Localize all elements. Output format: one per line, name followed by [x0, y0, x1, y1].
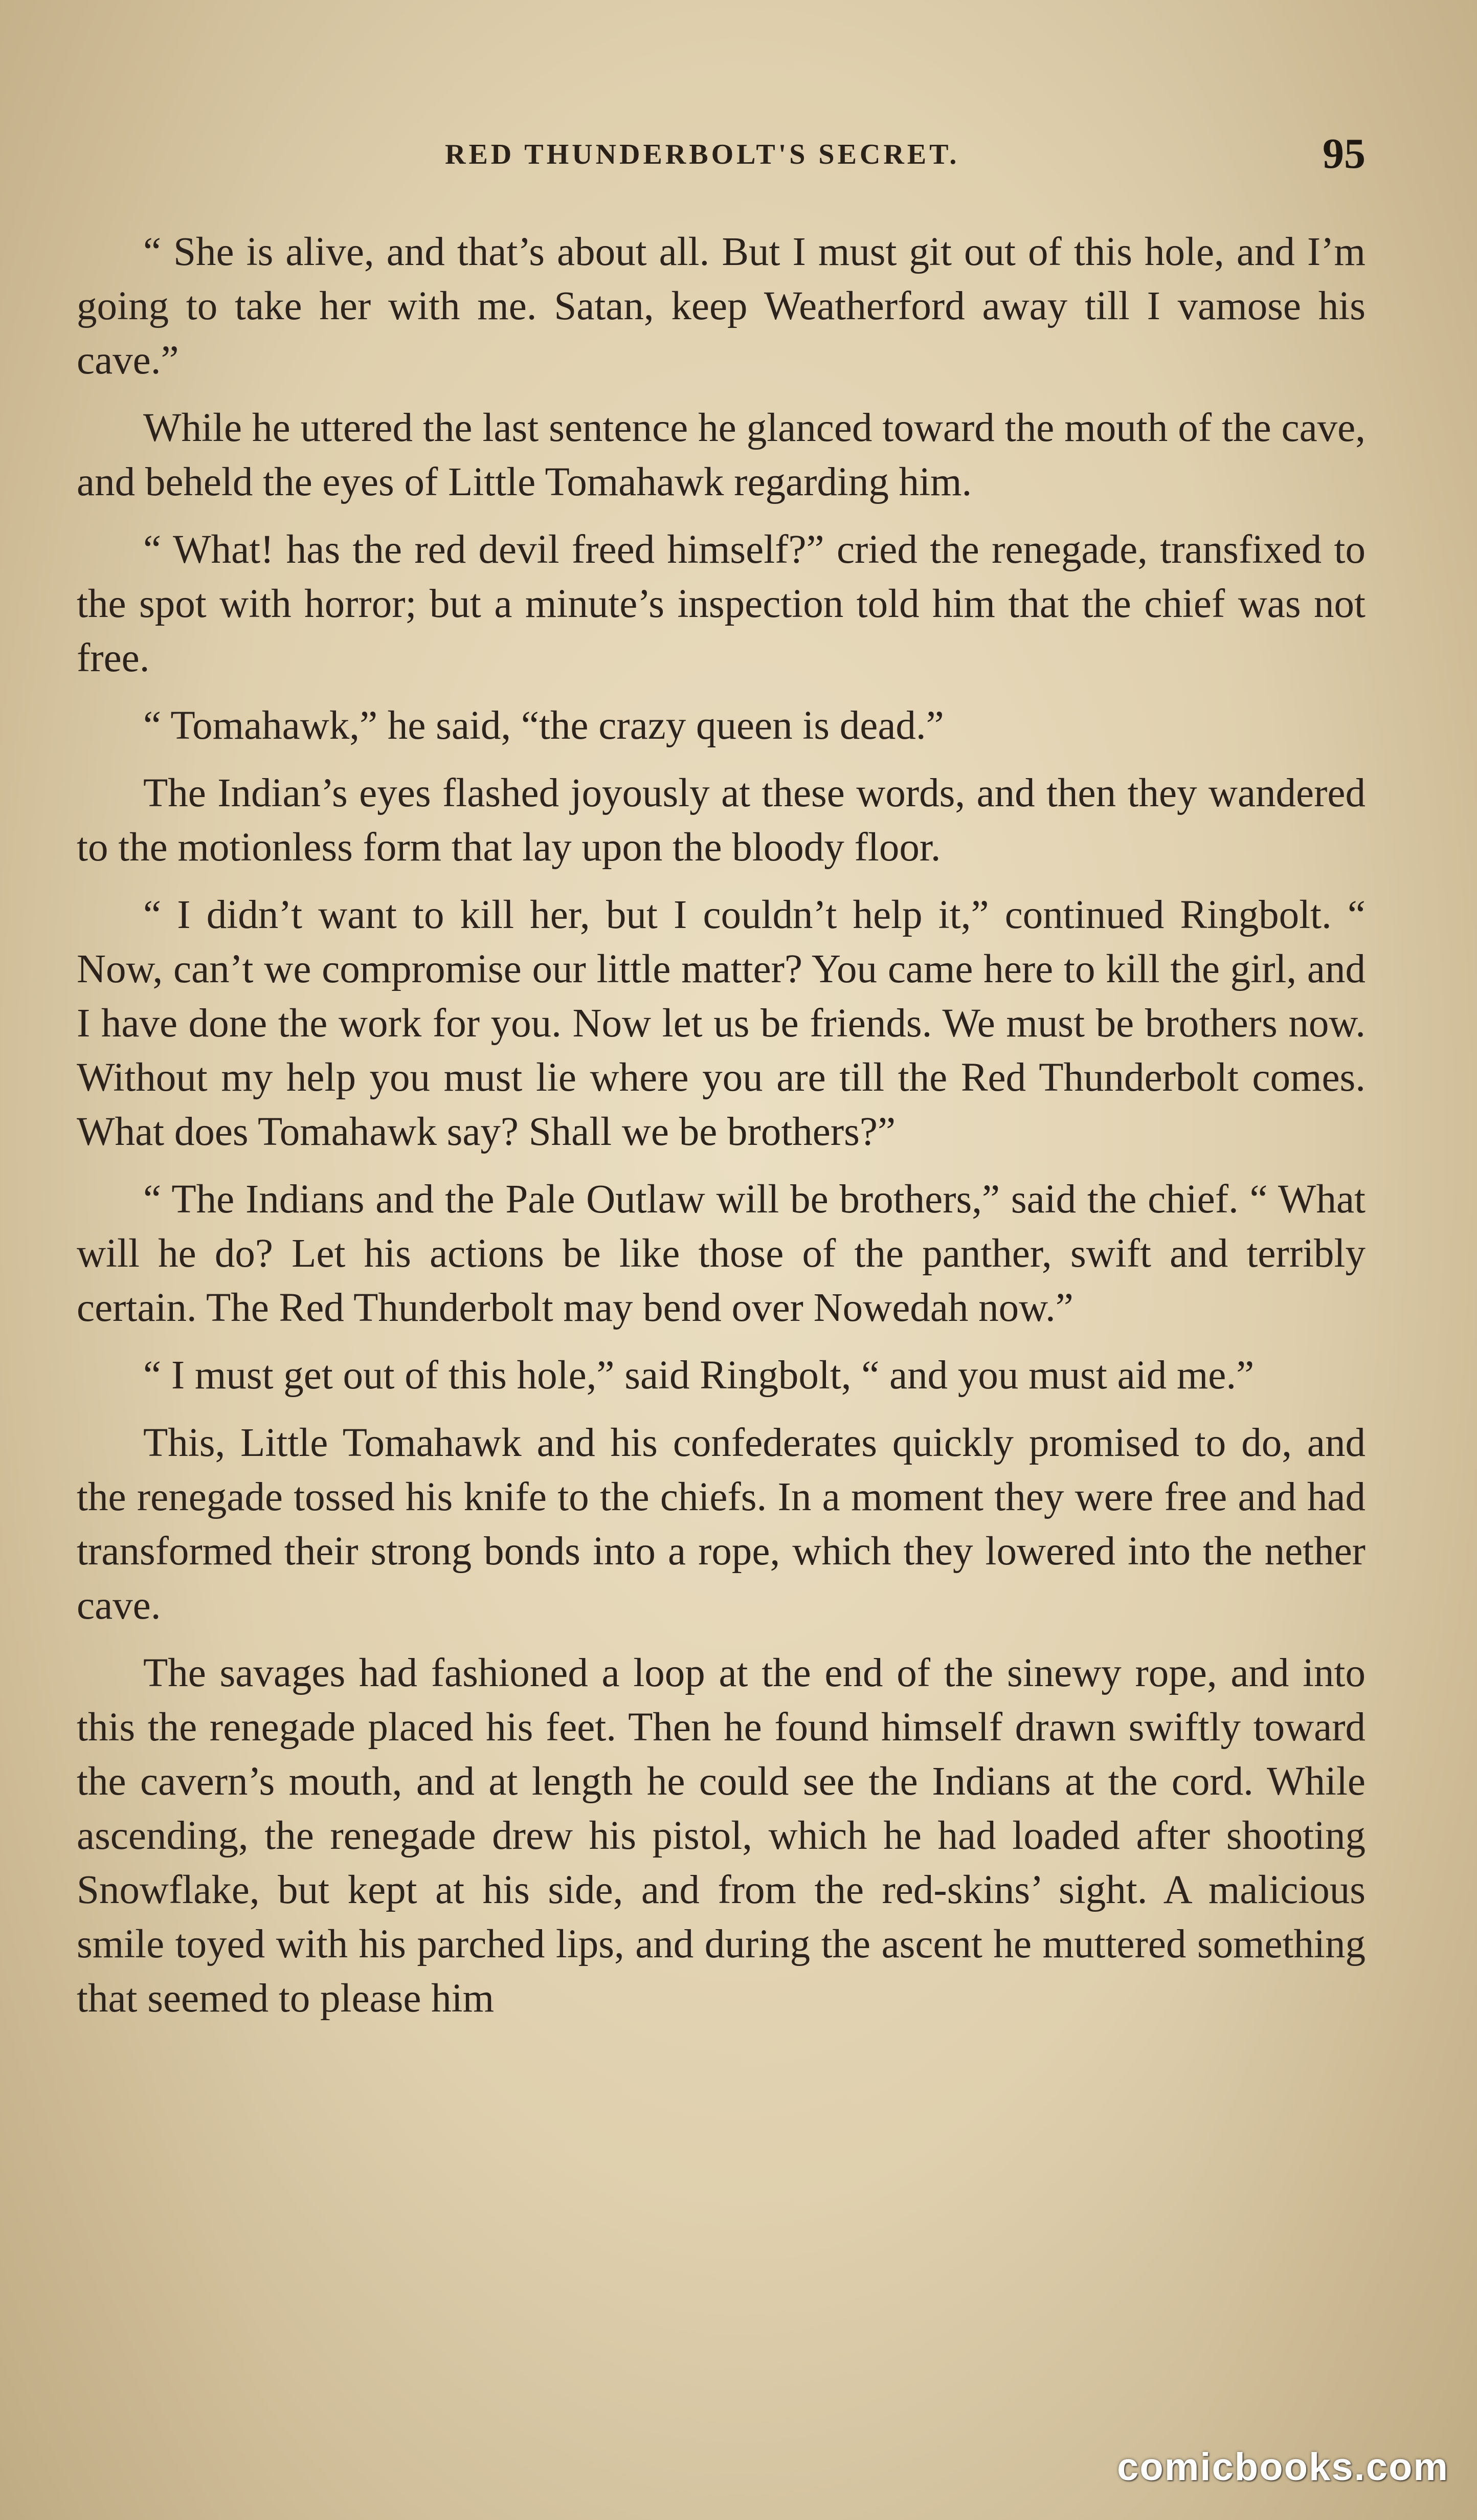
paragraph: “ I didn’t want to kill her, but I couldn’t help it,” continued Ringbolt. “ Now, can’t we compromise our little matter? You came here to kill the girl, and I have done the work for you. Now let us be friends. We must be brothers now. Without my help you must lie where you are till the Red Thunderbolt comes. What does Tomahawk say? Shall we be brothers?”: [77, 893, 1366, 1154]
page-number: 95: [1323, 130, 1366, 178]
paragraph: While he uttered the last sentence he glanced toward the mouth of the cave, and beheld the eyes of Little Tomahawk regarding him.: [77, 406, 1366, 504]
paragraph: This, Little Tomahawk and his confederates quickly promised to do, and the renegade tossed his knife to the chiefs. In a moment they were free and had transformed their strong bonds into a rope, which they lowered into the nether cave.: [77, 1421, 1366, 1628]
paragraph: “ I must get out of this hole,” said Ringbolt, “ and you must aid me.”: [143, 1353, 1255, 1398]
watermark: comicbooks.com: [1117, 2445, 1449, 2489]
paragraph: “ The Indians and the Pale Outlaw will be brothers,” said the chief. “ What will he do? Let his actions be like those of the panther, swift and terribly certain. The Red Thunderbolt may bend over Nowedah now.”: [77, 1177, 1366, 1330]
paragraph: The savages had fashioned a loop at the end of the sinewy rope, and into this the renegade placed his feet. Then he found himself drawn swiftly toward the cavern’s mouth, and at length he could see the Indians at the cord. While ascending, the renegade drew his pistol, which he had loaded after shooting Snowflake, but kept at his side, and from the red-skins’ sight. A malicious smile toyed with his parched lips, and during the ascent he muttered something that seemed to please him: [77, 1651, 1366, 2021]
running-title: RED THUNDERBOLT'S SECRET.: [445, 139, 960, 170]
body-text: [77, 225, 1366, 2039]
paragraph: “ What! has the red devil freed himself?” cried the renegade, transfixed to the spot with horror; but a minute’s inspection told him that the chief was not free.: [77, 527, 1366, 680]
paragraph: “ She is alive, and that’s about all. But I must git out of this hole, and I’m going to take her with me. Satan, keep Weatherford away till I vamose his cave.”: [77, 230, 1366, 383]
paragraph: The Indian’s eyes flashed joyously at these words, and then they wandered to the motionless form that lay upon the bloody floor.: [77, 771, 1366, 870]
paragraph: “ Tomahawk,” he said, “the crazy queen is dead.”: [143, 703, 944, 748]
page-header: [77, 128, 1366, 184]
